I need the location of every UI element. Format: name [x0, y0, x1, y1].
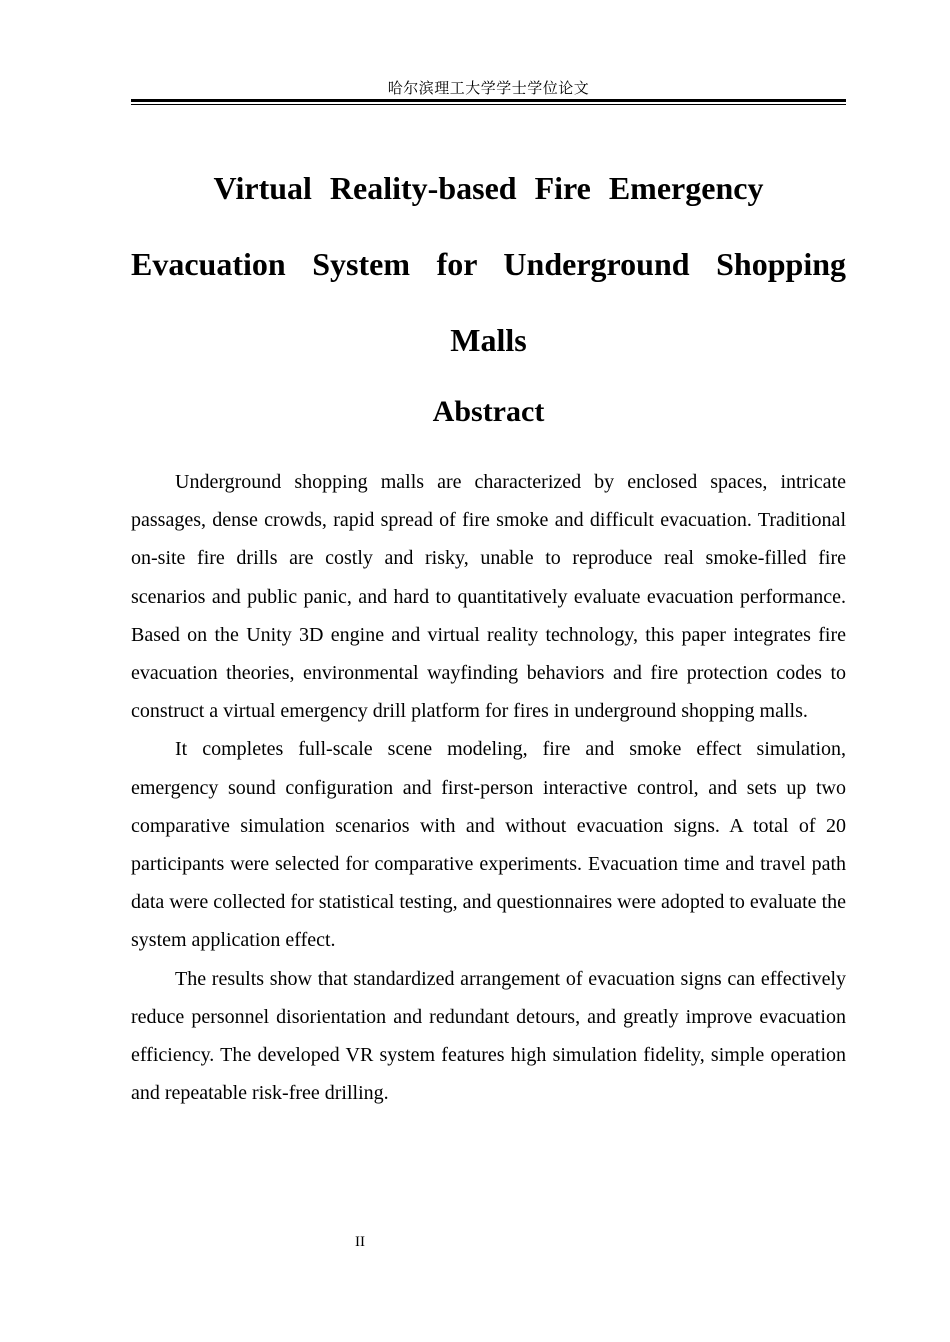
title-line: Virtual Reality-based Fire Emergency: [213, 170, 764, 206]
abstract-paragraph: The results show that standardized arrangement of evacuation signs can effectively reduce personnel disorientation and redundant detours, and greatly improve evacuation efficiency. The developed VR system features high simulation fidelity, simple operation and repeatable risk-free drilling.: [131, 967, 846, 1105]
running-header: 哈尔滨理工大学学士学位论文: [387, 79, 590, 97]
abstract-paragraph: Underground shopping malls are characterized by enclosed spaces, intricate passages, dense crowds, rapid spread of fire smoke and difficult evacuation. Traditional on-site fire drills are costly and risky, unable to reproduce real smoke-filled fire scenarios and public panic, and hard to quantitatively evaluate evacuation performance. Based on the Unity 3D engine and virtual reality technology, this paper integrates fire evacuation theories, environmental wayfinding behaviors and fire protection codes to construct a virtual emergency drill platform for fires in underground shopping malls.: [131, 471, 846, 723]
abstract-paragraph: It completes full-scale scene modeling, fire and smoke effect simulation, emergency sound configuration and first-person interactive control, and sets up two comparative simulation scenarios with and without evacuation signs. A total of 20 participants were selected for comparative experiments. Evacuation time and travel path data were collected for statistical testing, and questionnaires were adopted to evaluate the system application effect.: [131, 738, 846, 952]
abstract-heading: Abstract: [432, 395, 545, 428]
page-number: II: [355, 1234, 365, 1250]
header-rule: [131, 99, 846, 105]
paper-title: [131, 150, 846, 378]
abstract-body: [131, 463, 846, 1225]
title-line: Malls: [450, 322, 527, 358]
title-line: Evacuation System for Underground Shopping: [131, 246, 846, 282]
header-rule-thick: [131, 99, 846, 102]
header-rule-thin: [131, 104, 846, 105]
